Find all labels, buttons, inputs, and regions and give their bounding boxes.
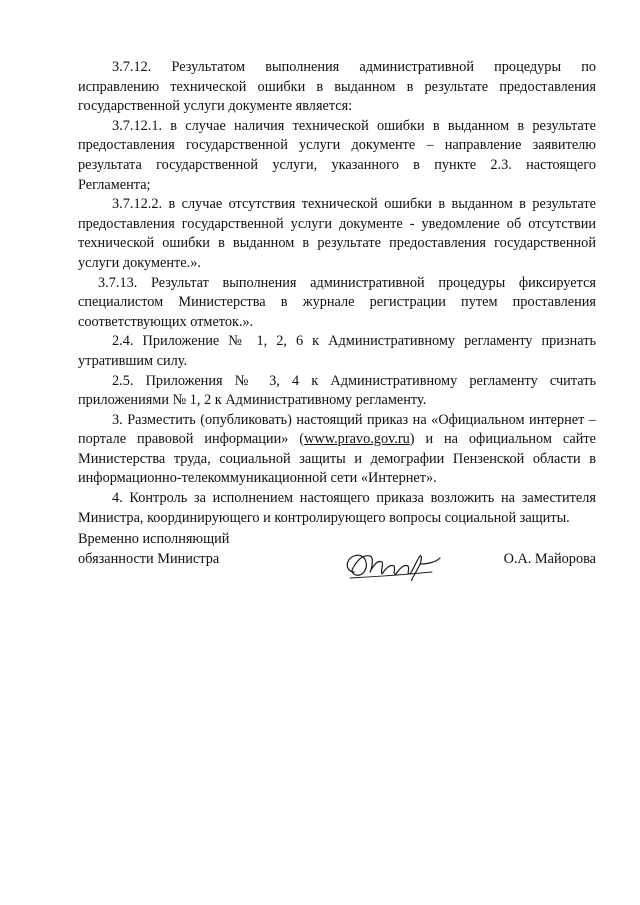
paragraph-3-7-12-1: 3.7.12.1. в случае наличия технической ошибки в выданном в результате предоставления государственной услуги документе – направление заявителю результата государственной услуги, указанного в пункте 2.3. настоящего Регламента; [78, 117, 596, 193]
paragraph-3-text-after: ) и на официальном сайте Министерства труда, социальной защиты и демографии Пензенской области в информационно-телекоммуникационной сети «Интернет». [78, 431, 596, 487]
paragraph-3-text-before: 3. Разместить (опубликовать) настоящий приказ на «Официальном интернет – портале правовой информации» ( [78, 411, 596, 448]
paragraph-3-7-12: 3.7.12. Результатом выполнения административной процедуры по исправлению технической ошибки в выданном в результате предоставления государственной услуги документе является: [78, 59, 596, 115]
paragraph-2-5: 2.5. Приложения № 3, 4 к Административному регламенту считать приложениями № 1, 2 к Административному регламенту. [78, 372, 596, 409]
document-body [78, 58, 596, 528]
handwritten-signature [340, 544, 444, 584]
paragraph-3-7-12-2: 3.7.12.2. в случае отсутствия технической ошибки в выданном в результате предоставления государственной услуги документе - уведомление об отсутствии технической ошибки в выданном в результате предоставления государственной услуги документе.». [78, 196, 596, 271]
signatory-title [78, 530, 318, 569]
signatory-title-line2: обязанности Министра [78, 550, 220, 567]
signature-block [78, 530, 596, 590]
signatory-name: О.А. Майорова [503, 550, 596, 567]
pravo-gov-link[interactable]: www.pravo.gov.ru [304, 431, 410, 448]
paragraph-3-7-13: 3.7.13. Результат выполнения административной процедуры фиксируется специалистом Министерства в журнале регистрации путем проставления соответствующих отметок.». [78, 274, 596, 330]
paragraph-2-4: 2.4. Приложение № 1, 2, 6 к Административному регламенту признать утратившим силу. [78, 333, 596, 369]
paragraph-3-publish [78, 411, 596, 489]
signatory-title-line1: Временно исполняющий [78, 531, 230, 547]
paragraph-4-control: 4. Контроль за исполнением настоящего приказа возложить на заместителя Министра, координирующего и контролирующего вопросы социальной защиты. [78, 490, 596, 526]
